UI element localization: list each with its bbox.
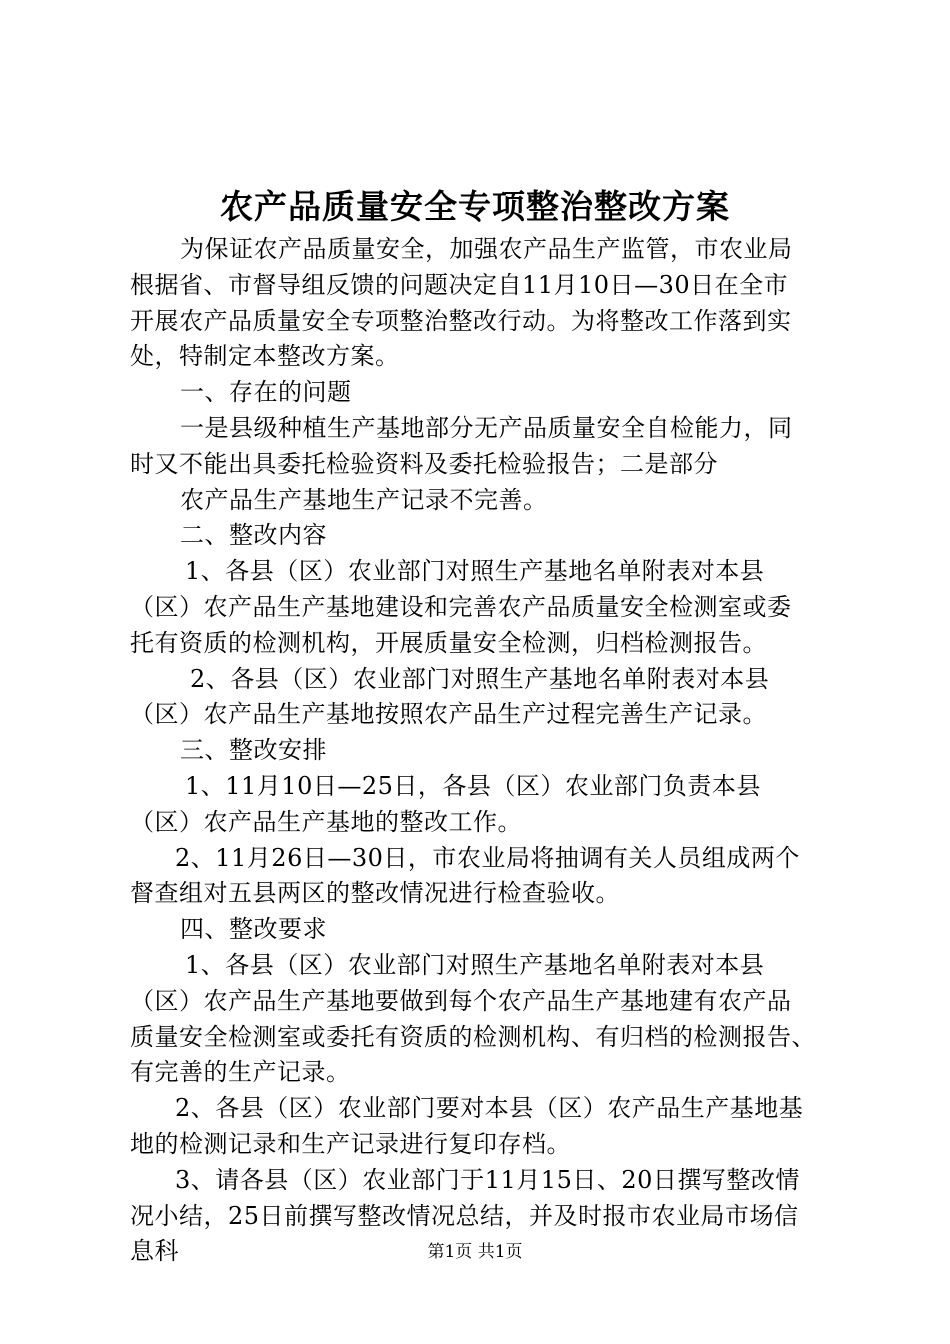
paragraph-line: 一是县级种植生产基地部分无产品质量安全自检能力，同 bbox=[180, 413, 793, 442]
paragraph-line: 1、各县（区）农业部门对照生产基地名单附表对本县 bbox=[185, 557, 765, 586]
paragraph-line: 处，特制定本整改方案。 bbox=[130, 342, 400, 371]
paragraph-line: （区）农产品生产基地按照农产品生产过程完善生产记录。 bbox=[130, 700, 767, 729]
paragraph-line: 地的检测记录和生产记录进行复印存档。 bbox=[130, 1129, 571, 1158]
paragraph-line: 有完善的生产记录。 bbox=[130, 1058, 351, 1087]
paragraph-line: 2、11月26日—30日，市农业局将抽调有关人员组成两个 bbox=[175, 843, 800, 872]
paragraph-line: 督查组对五县两区的整改情况进行检查验收。 bbox=[130, 879, 620, 908]
paragraph-line: 为保证农产品质量安全，加强农产品生产监管，市农业局 bbox=[180, 235, 793, 263]
paragraph-line: （区）农产品生产基地要做到每个农产品生产基地建有农产品 bbox=[130, 986, 792, 1015]
section-heading: 二、整改内容 bbox=[180, 521, 327, 550]
paragraph-line: 息科 bbox=[130, 1237, 179, 1266]
paragraph-line: 质量安全检测室或委托有资质的检测机构、有归档的检测报告、 bbox=[130, 1022, 816, 1051]
paragraph-line: 2、各县（区）农业部门对照生产基地名单附表对本县 bbox=[190, 664, 770, 693]
paragraph-line: 3、请各县（区）农业部门于11月15日、20日撰写整改情 bbox=[175, 1165, 800, 1194]
section-heading: 四、整改要求 bbox=[180, 915, 327, 944]
paragraph-line: 时又不能出具委托检验资料及委托检验报告；二是部分 bbox=[130, 449, 718, 478]
paragraph-line: 1、各县（区）农业部门对照生产基地名单附表对本县 bbox=[185, 950, 765, 979]
paragraph-line: 况小结，25日前撰写整改情况总结，并及时报市农业局市场信 bbox=[130, 1201, 799, 1230]
document-title: 农产品质量安全专项整治整改方案 bbox=[220, 187, 730, 226]
paragraph-line: 根据省、市督导组反馈的问题决定自11月10日—30日在全市 bbox=[130, 270, 789, 299]
page-footer: 第1页 共1页 bbox=[427, 1242, 523, 1262]
paragraph-line: （区）农产品生产基地的整改工作。 bbox=[130, 807, 522, 836]
section-heading: 三、整改安排 bbox=[180, 736, 327, 765]
paragraph-line: 1、11月10日—25日，各县（区）农业部门负责本县 bbox=[185, 771, 761, 800]
paragraph-line: 开展农产品质量安全专项整治整改行动。为将整改工作落到实 bbox=[130, 306, 792, 335]
paragraph-line: 2、各县（区）农业部门要对本县（区）农产品生产基地基 bbox=[175, 1094, 804, 1123]
paragraph-line: 农产品生产基地生产记录不完善。 bbox=[180, 485, 548, 514]
document-body bbox=[130, 232, 850, 1270]
paragraph-line: 托有资质的检测机构，开展质量安全检测，归档检测报告。 bbox=[130, 628, 767, 657]
section-heading: 一、存在的问题 bbox=[180, 378, 352, 407]
paragraph-line: （区）农产品生产基地建设和完善农产品质量安全检测室或委 bbox=[130, 592, 792, 621]
